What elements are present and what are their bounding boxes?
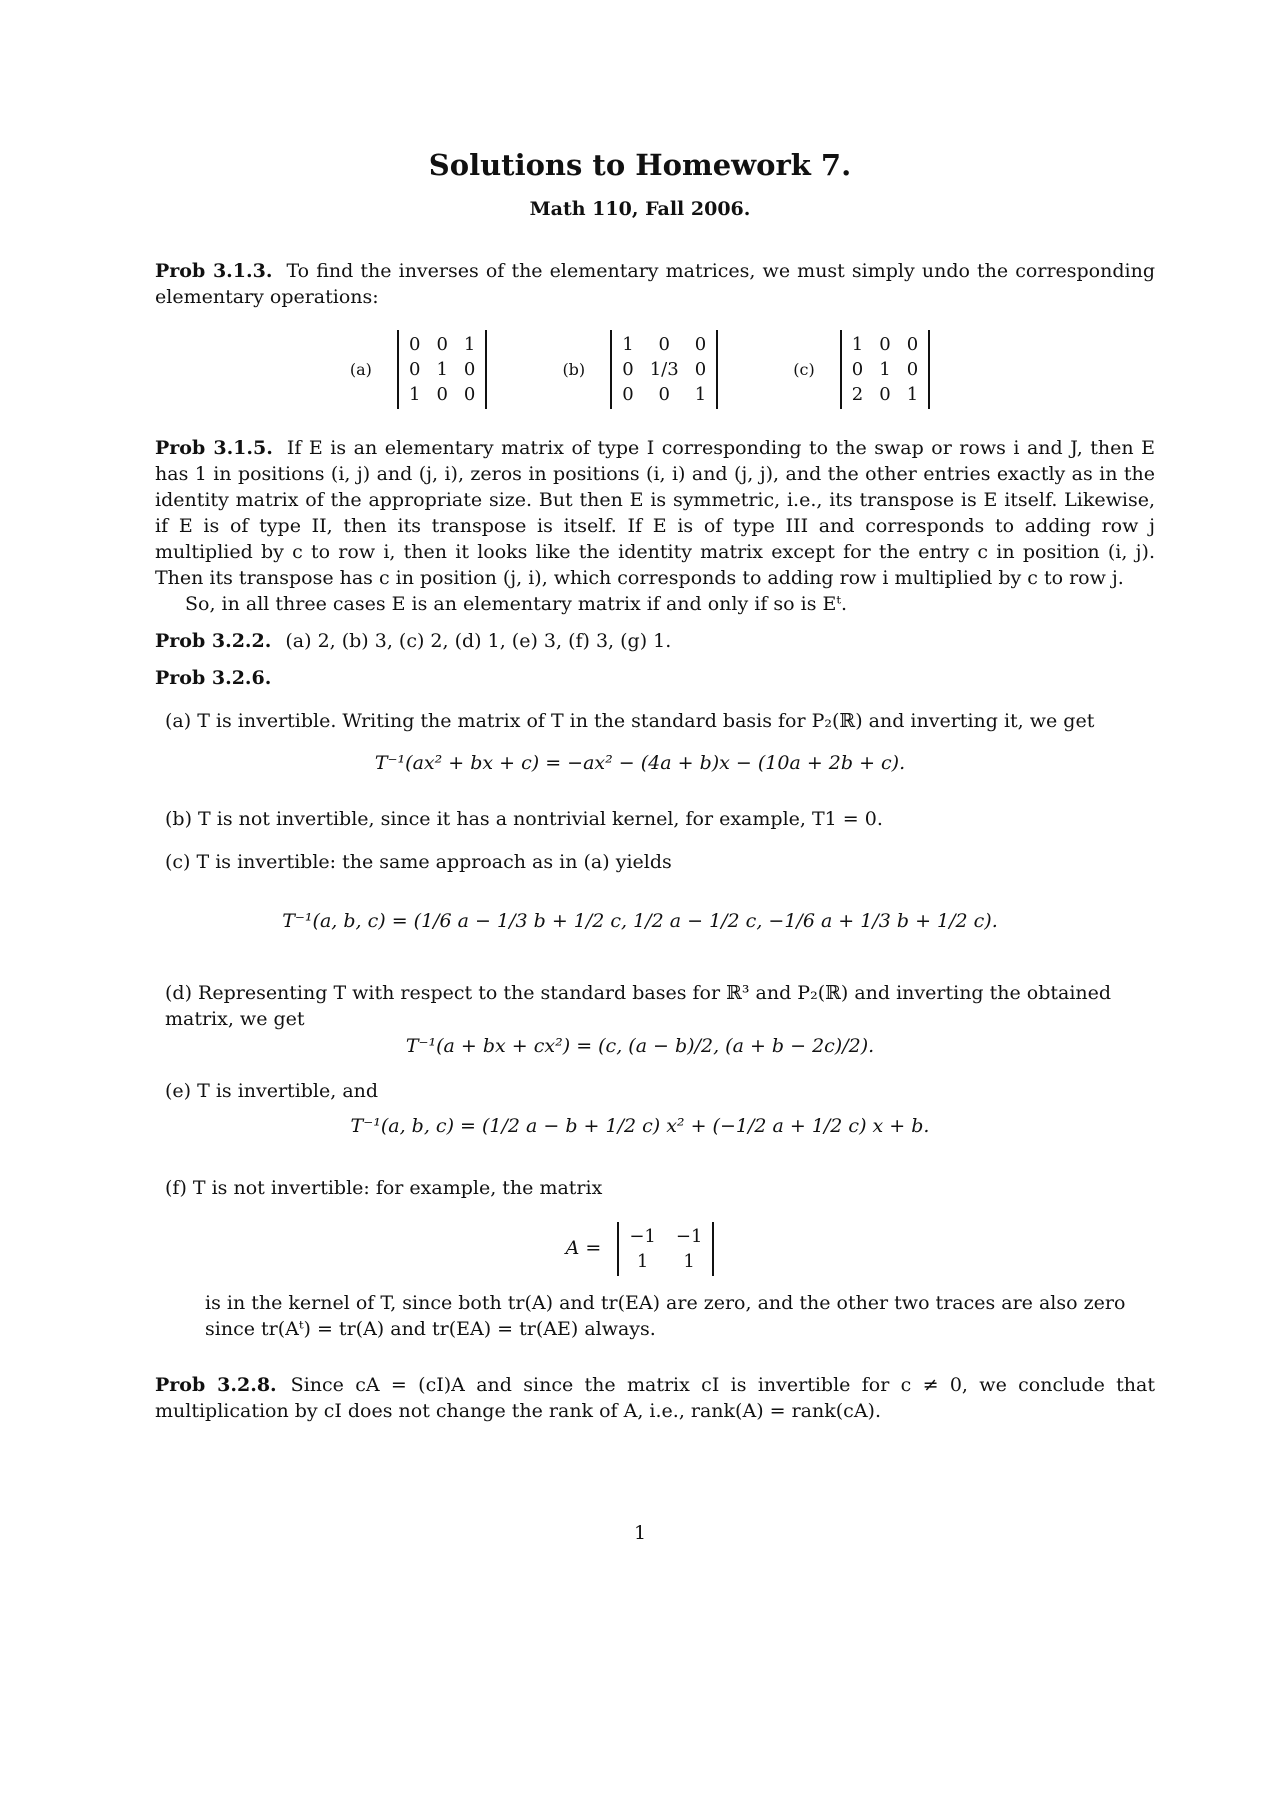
matrix-a-label: (a) (349, 360, 372, 379)
matrix-b (610, 330, 718, 409)
matrix-cell: −1 (629, 1226, 656, 1247)
part-d-text: (d) Representing T with respect to the standard bases for ℝ³ and P₂(ℝ) and inverting the obtained matrix, we get (165, 982, 1112, 1030)
matrix-cell: 0 (408, 359, 421, 380)
matrix-b-label: (b) (562, 360, 586, 379)
matrices-row (0, 330, 1280, 409)
matrix-cell: 0 (436, 384, 448, 405)
matrix-cell: 0 (879, 384, 891, 405)
matrix-cell: 2 (851, 384, 864, 405)
matrix-a (397, 330, 487, 409)
matrix-cell: 0 (408, 334, 421, 355)
prob-3-1-5 (155, 435, 1155, 617)
matrix-A (617, 1222, 714, 1276)
matrix-cell: 1 (636, 1251, 649, 1272)
part-f-text: (f) T is not invertible: for example, the matrix (165, 1177, 603, 1199)
matrix-cell: 1 (694, 384, 707, 405)
problem-text: Since cA = (cI)A and since the matrix cI is invertible for c ≠ 0, we conclude that multiplication by cI does not change the rank of A, i.e., rank(A) = rank(cA). (155, 1374, 1155, 1422)
matrix-cell: 1 (408, 384, 421, 405)
matrix-cell: 1 (879, 359, 891, 380)
matrix-cell: 0 (694, 334, 707, 355)
matrix-cell: 0 (906, 359, 919, 380)
part-b-text: (b) T is not invertible, since it has a nontrivial kernel, for example, T1 = 0. (165, 808, 883, 830)
part-f-matrix (0, 1222, 1280, 1276)
matrix-label: A = (565, 1237, 602, 1259)
matrix-c (840, 330, 930, 409)
matrix-cell: 0 (694, 359, 707, 380)
problem-conclusion: So, in all three cases E is an elementary matrix if and only if so is Eᵗ. (185, 593, 848, 615)
matrix-cell: 0 (851, 359, 864, 380)
prob-3-2-2 (155, 628, 1155, 654)
prob-3-2-8 (155, 1372, 1155, 1424)
matrix-cell: 0 (622, 384, 634, 405)
matrix-cell: 0 (463, 359, 476, 380)
matrix-cell: 0 (658, 334, 670, 355)
matrix-cell: 1 (436, 359, 448, 380)
problem-label: Prob 3.2.6. (155, 667, 272, 689)
part-e-formula: T⁻¹(a, b, c) = (1/2 a − b + 1/2 c) x² + (−1/2 a + 1/2 c) x + b. (350, 1115, 930, 1137)
problem-text: If E is an elementary matrix of type I corresponding to the swap or rows i and J, then E has 1 in positions (i, j) and (j, i), zeros in positions (i, i) and (j, j), and the other entries exactly as in the identity matrix of the appropriate size. But then E is symmetric, i.e., its transpose is E itself. Likewise, if E is of type II, then its transpose is itself. If E is of type III and corresponds to adding row j multiplied by c to row i, then it looks like the identity matrix except for the entry c in position (i, j). Then its transpose has c in position (j, i), which corresponds to adding row i multiplied by c to row j. (155, 437, 1155, 589)
matrix-cell: 0 (906, 334, 919, 355)
problem-label: Prob 3.2.2. (155, 630, 272, 652)
matrix-cell: 1/3 (649, 359, 679, 380)
problem-label: Prob 3.2.8. (155, 1374, 277, 1396)
matrix-cell: 1 (463, 334, 476, 355)
matrix-cell: 0 (879, 334, 891, 355)
matrix-cell: 1 (906, 384, 919, 405)
part-c-formula: T⁻¹(a, b, c) = (1/6 a − 1/3 b + 1/2 c, 1/2 a − 1/2 c, −1/6 a + 1/3 b + 1/2 c). (282, 910, 998, 932)
part-f-after: is in the kernel of T, since both tr(A) and tr(EA) are zero, and the other two traces are also zero since tr(Aᵗ) = tr(A) and tr(EA) = tr(AE) always. (205, 1292, 1126, 1340)
problem-label: Prob 3.1.5. (155, 437, 273, 459)
matrix-cell: 0 (622, 359, 634, 380)
matrix-cell: 0 (436, 334, 448, 355)
problem-label: Prob 3.1.3. (155, 260, 273, 282)
page-title: Solutions to Homework 7. (428, 148, 852, 182)
matrix-cell: −1 (675, 1226, 703, 1247)
part-a-formula: T⁻¹(ax² + bx + c) = −ax² − (4a + b)x − (10a + 2b + c). (374, 752, 906, 774)
part-c-text: (c) T is invertible: the same approach as in (a) yields (165, 851, 672, 873)
prob-3-2-6 (155, 665, 1155, 691)
part-a-text: (a) T is invertible. Writing the matrix of T in the standard basis for P₂(ℝ) and inverting it, we get (165, 710, 1095, 732)
page-subtitle: Math 110, Fall 2006. (529, 198, 751, 220)
matrix-cell: 1 (622, 334, 634, 355)
problem-text: (a) 2, (b) 3, (c) 2, (d) 1, (e) 3, (f) 3, (g) 1. (285, 630, 672, 652)
page-number: 1 (633, 1522, 647, 1544)
matrix-cell: 0 (463, 384, 476, 405)
matrix-cell: 1 (851, 334, 864, 355)
problem-text: To find the inverses of the elementary matrices, we must simply undo the corresponding elementary operations: (155, 260, 1155, 308)
matrix-cell: 1 (683, 1251, 695, 1272)
matrix-cell: 0 (658, 384, 670, 405)
part-e-text: (e) T is invertible, and (165, 1080, 379, 1102)
matrix-c-label: (c) (793, 360, 815, 379)
part-d-formula: T⁻¹(a + bx + cx²) = (c, (a − b)/2, (a + b − 2c)/2). (405, 1035, 875, 1057)
prob-3-1-3 (155, 258, 1155, 310)
